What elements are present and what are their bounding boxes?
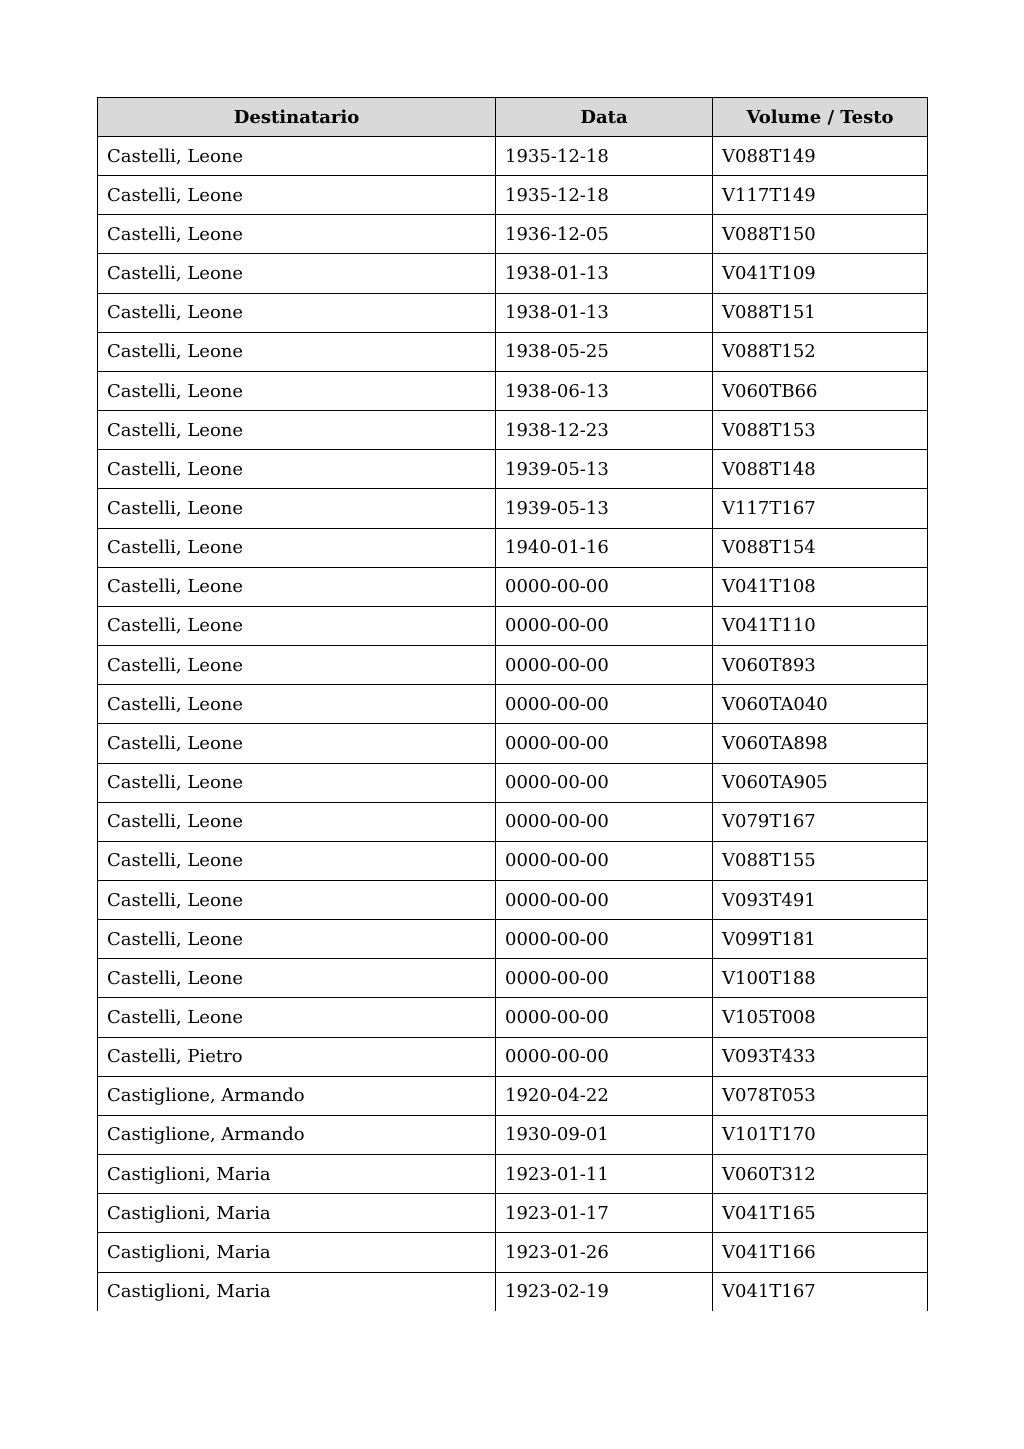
cell-destinatario: Castiglione, Armando xyxy=(98,1076,496,1115)
table-row xyxy=(98,254,928,293)
table-row xyxy=(98,1194,928,1233)
cell-volume-testo: V105T008 xyxy=(713,998,928,1037)
table-row xyxy=(98,841,928,880)
cell-destinatario: Castelli, Leone xyxy=(98,371,496,410)
cell-volume-testo: V099T181 xyxy=(713,920,928,959)
cell-destinatario: Castelli, Leone xyxy=(98,528,496,567)
cell-destinatario: Castiglione, Armando xyxy=(98,1115,496,1154)
cell-data: 0000-00-00 xyxy=(496,763,713,802)
cell-data: 0000-00-00 xyxy=(496,606,713,645)
cell-data: 0000-00-00 xyxy=(496,920,713,959)
cell-volume-testo: V060T893 xyxy=(713,646,928,685)
table-header xyxy=(98,98,928,137)
cell-destinatario: Castelli, Leone xyxy=(98,293,496,332)
cell-data: 0000-00-00 xyxy=(496,880,713,919)
cell-volume-testo: V101T170 xyxy=(713,1115,928,1154)
cell-destinatario: Castelli, Leone xyxy=(98,802,496,841)
table-body xyxy=(98,137,928,1312)
cell-destinatario: Castelli, Leone xyxy=(98,254,496,293)
table-row xyxy=(98,998,928,1037)
cell-volume-testo: V117T167 xyxy=(713,489,928,528)
cell-data: 0000-00-00 xyxy=(496,646,713,685)
cell-destinatario: Castelli, Leone xyxy=(98,332,496,371)
cell-data: 1939-05-13 xyxy=(496,489,713,528)
cell-volume-testo: V041T109 xyxy=(713,254,928,293)
cell-volume-testo: V093T491 xyxy=(713,880,928,919)
cell-data: 0000-00-00 xyxy=(496,998,713,1037)
table-row xyxy=(98,802,928,841)
cell-data: 1938-06-13 xyxy=(496,371,713,410)
cell-destinatario: Castelli, Leone xyxy=(98,137,496,176)
cell-destinatario: Castelli, Leone xyxy=(98,450,496,489)
cell-volume-testo: V060TA898 xyxy=(713,724,928,763)
cell-volume-testo: V041T166 xyxy=(713,1233,928,1272)
cell-destinatario: Castelli, Leone xyxy=(98,176,496,215)
cell-data: 0000-00-00 xyxy=(496,724,713,763)
table-row xyxy=(98,293,928,332)
cell-destinatario: Castelli, Leone xyxy=(98,880,496,919)
table-row xyxy=(98,137,928,176)
cell-data: 1938-01-13 xyxy=(496,254,713,293)
cell-data: 0000-00-00 xyxy=(496,685,713,724)
cell-data: 1923-02-19 xyxy=(496,1272,713,1311)
cell-volume-testo: V088T152 xyxy=(713,332,928,371)
cell-volume-testo: V060TA040 xyxy=(713,685,928,724)
cell-volume-testo: V088T149 xyxy=(713,137,928,176)
cell-destinatario: Castelli, Leone xyxy=(98,724,496,763)
cell-data: 1923-01-11 xyxy=(496,1155,713,1194)
header-volume-testo: Volume / Testo xyxy=(713,98,928,137)
cell-destinatario: Castelli, Leone xyxy=(98,646,496,685)
cell-data: 1935-12-18 xyxy=(496,176,713,215)
cell-data: 0000-00-00 xyxy=(496,1037,713,1076)
table-row xyxy=(98,724,928,763)
table-row xyxy=(98,880,928,919)
header-destinatario: Destinatario xyxy=(98,98,496,137)
cell-data: 1923-01-26 xyxy=(496,1233,713,1272)
cell-data: 1923-01-17 xyxy=(496,1194,713,1233)
table-row xyxy=(98,646,928,685)
header-data: Data xyxy=(496,98,713,137)
cell-destinatario: Castelli, Leone xyxy=(98,606,496,645)
cell-data: 1938-01-13 xyxy=(496,293,713,332)
cell-volume-testo: V041T110 xyxy=(713,606,928,645)
cell-volume-testo: V088T153 xyxy=(713,411,928,450)
cell-volume-testo: V088T148 xyxy=(713,450,928,489)
cell-volume-testo: V060TB66 xyxy=(713,371,928,410)
letters-table xyxy=(97,97,928,1311)
cell-volume-testo: V041T167 xyxy=(713,1272,928,1311)
table-row xyxy=(98,1037,928,1076)
table-row xyxy=(98,1272,928,1311)
cell-data: 1936-12-05 xyxy=(496,215,713,254)
header-row xyxy=(98,98,928,137)
cell-data: 0000-00-00 xyxy=(496,567,713,606)
table-row xyxy=(98,371,928,410)
cell-destinatario: Castelli, Leone xyxy=(98,763,496,802)
cell-volume-testo: V088T150 xyxy=(713,215,928,254)
cell-data: 1938-05-25 xyxy=(496,332,713,371)
cell-destinatario: Castelli, Leone xyxy=(98,841,496,880)
cell-volume-testo: V093T433 xyxy=(713,1037,928,1076)
cell-destinatario: Castelli, Leone xyxy=(98,685,496,724)
cell-destinatario: Castelli, Leone xyxy=(98,998,496,1037)
cell-volume-testo: V060TA905 xyxy=(713,763,928,802)
cell-data: 1930-09-01 xyxy=(496,1115,713,1154)
table-row xyxy=(98,332,928,371)
table-row xyxy=(98,411,928,450)
table-row xyxy=(98,489,928,528)
table-row xyxy=(98,1155,928,1194)
cell-volume-testo: V088T155 xyxy=(713,841,928,880)
cell-destinatario: Castelli, Leone xyxy=(98,489,496,528)
table-row xyxy=(98,685,928,724)
cell-volume-testo: V041T108 xyxy=(713,567,928,606)
table-row xyxy=(98,959,928,998)
cell-destinatario: Castiglioni, Maria xyxy=(98,1194,496,1233)
cell-destinatario: Castiglioni, Maria xyxy=(98,1272,496,1311)
cell-destinatario: Castelli, Leone xyxy=(98,959,496,998)
cell-destinatario: Castelli, Leone xyxy=(98,215,496,254)
cell-data: 0000-00-00 xyxy=(496,841,713,880)
table-row xyxy=(98,450,928,489)
cell-destinatario: Castelli, Leone xyxy=(98,920,496,959)
table-row xyxy=(98,763,928,802)
cell-data: 1939-05-13 xyxy=(496,450,713,489)
cell-data: 1920-04-22 xyxy=(496,1076,713,1115)
cell-volume-testo: V117T149 xyxy=(713,176,928,215)
table-row xyxy=(98,1233,928,1272)
cell-data: 1940-01-16 xyxy=(496,528,713,567)
cell-volume-testo: V100T188 xyxy=(713,959,928,998)
cell-destinatario: Castelli, Leone xyxy=(98,411,496,450)
table-row xyxy=(98,606,928,645)
table-row xyxy=(98,215,928,254)
table-row xyxy=(98,920,928,959)
cell-data: 0000-00-00 xyxy=(496,959,713,998)
cell-data: 1935-12-18 xyxy=(496,137,713,176)
cell-volume-testo: V078T053 xyxy=(713,1076,928,1115)
table-row xyxy=(98,528,928,567)
table-row xyxy=(98,1076,928,1115)
cell-data: 1938-12-23 xyxy=(496,411,713,450)
table-row xyxy=(98,567,928,606)
cell-destinatario: Castiglioni, Maria xyxy=(98,1233,496,1272)
cell-volume-testo: V041T165 xyxy=(713,1194,928,1233)
table-row xyxy=(98,1115,928,1154)
cell-volume-testo: V079T167 xyxy=(713,802,928,841)
cell-volume-testo: V060T312 xyxy=(713,1155,928,1194)
cell-volume-testo: V088T154 xyxy=(713,528,928,567)
cell-destinatario: Castelli, Pietro xyxy=(98,1037,496,1076)
cell-volume-testo: V088T151 xyxy=(713,293,928,332)
cell-destinatario: Castelli, Leone xyxy=(98,567,496,606)
table-row xyxy=(98,176,928,215)
cell-data: 0000-00-00 xyxy=(496,802,713,841)
cell-destinatario: Castiglioni, Maria xyxy=(98,1155,496,1194)
